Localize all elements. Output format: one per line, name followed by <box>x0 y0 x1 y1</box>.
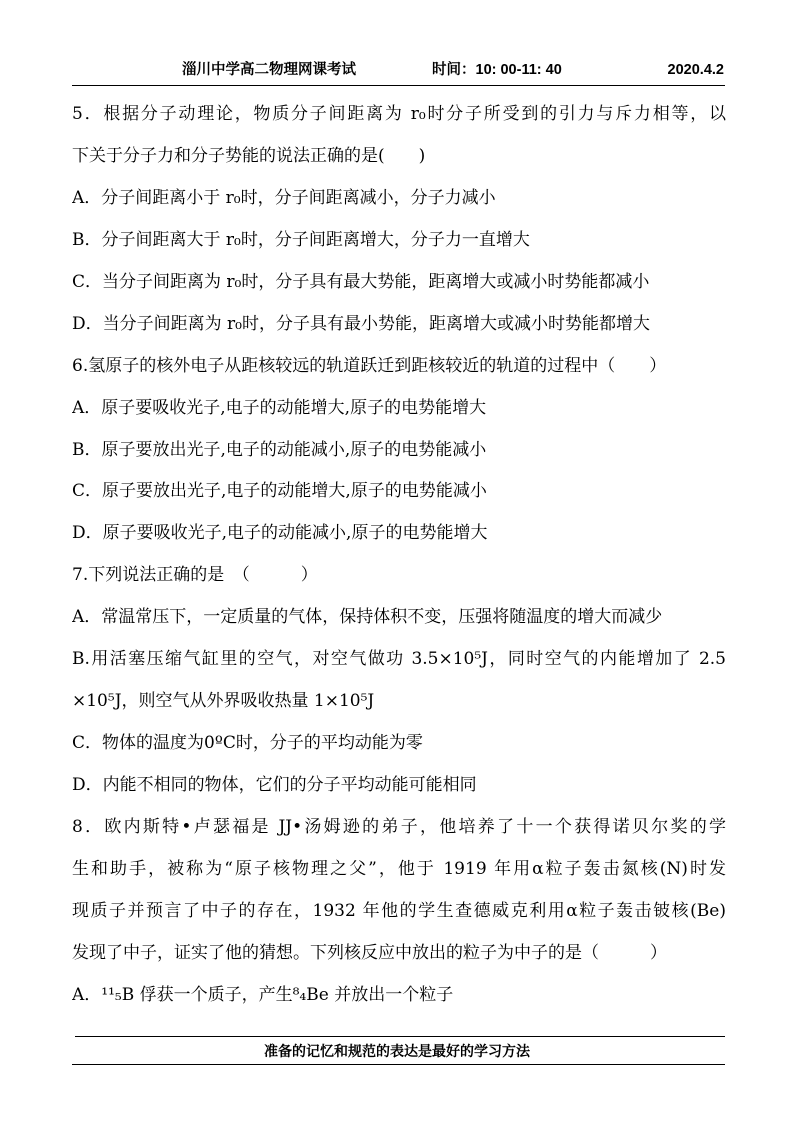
question-stem-text: 氢原子的核外电子从距核较远的轨道跃迁到距核较近的轨道的过程中（ ） <box>88 355 667 376</box>
question-number: 6. <box>72 355 89 376</box>
option-b-continuation: ×10⁵J，则空气从外界吸收热量 1×10⁵J <box>72 691 375 712</box>
option-a <box>72 975 726 1017</box>
option-label: B． <box>72 229 102 250</box>
exam-date: 2020.4.2 <box>667 62 724 78</box>
header-rule <box>72 85 725 86</box>
option-c <box>72 262 726 304</box>
question-stem-text: 下列说法正确的是 （ ） <box>88 565 318 586</box>
option-c <box>72 471 726 513</box>
option-b <box>72 639 726 681</box>
question-stem-line: 现质子并预言了中子的存在，1932 年他的学生查德威克利用α粒子轰击铍核(Be) <box>72 900 726 921</box>
option-text: 当分子间距离为 r₀时，分子具有最小势能，距离增大或减小时势能都增大 <box>102 313 650 334</box>
option-label: C． <box>72 271 103 292</box>
option-label: D． <box>72 313 103 334</box>
question-stem-line <box>72 555 726 597</box>
question-stem-line: 下关于分子力和分子势能的说法正确的是( ) <box>72 145 426 166</box>
footer-rule-bottom <box>72 1064 725 1065</box>
question-7 <box>72 555 726 807</box>
question-number: 7. <box>72 565 89 586</box>
option-label: B. <box>72 649 90 670</box>
question-stem-text: 欧内斯特•卢瑟福是 JJ•汤姆逊的弟子，他培养了十一个获得诺贝尔奖的学 <box>104 816 726 837</box>
option-text: 内能不相同的物体，它们的分子平均动能可能相同 <box>102 775 477 795</box>
option-text: 分子间距离小于 r₀时，分子间距离减小，分子力减小 <box>101 187 496 208</box>
option-text: 原子要放出光子,电子的动能增大,原子的电势能减小 <box>102 481 487 502</box>
option-label: A． <box>72 984 102 1005</box>
option-label: D． <box>72 775 103 795</box>
exam-time: 时间：10: 00-11: 40 <box>432 62 562 78</box>
option-text: 原子要放出光子,电子的动能减小,原子的电势能减小 <box>101 439 487 460</box>
option-d <box>72 765 726 807</box>
option-text: 当分子间距离为 r₀时，分子具有最大势能，距离增大或减小时势能都减小 <box>102 271 650 292</box>
option-label: D． <box>72 523 103 544</box>
question-content <box>72 94 726 1017</box>
option-a <box>72 597 726 639</box>
option-text: 物体的温度为0ºC时，分子的平均动能为零 <box>102 733 423 754</box>
question-stem-line <box>72 346 726 388</box>
option-text: 原子要吸收光子,电子的动能增大,原子的电势能增大 <box>101 397 487 418</box>
question-8 <box>72 807 726 1017</box>
option-d <box>72 304 726 346</box>
footer-rule-top <box>75 1036 725 1037</box>
option-text: ¹¹₅B 俘获一个质子，产生⁸₄Be 并放出一个粒子 <box>101 984 454 1005</box>
option-d <box>72 513 726 555</box>
question-5 <box>72 94 726 346</box>
option-label: C． <box>72 481 103 502</box>
exam-title: 淄川中学高二物理网课考试 <box>182 62 356 78</box>
option-label: B． <box>72 439 102 460</box>
question-number: 5． <box>72 104 104 124</box>
option-c <box>72 723 726 765</box>
footer-motto: 准备的记忆和规范的表达是最好的学习方法 <box>264 1043 530 1059</box>
option-text: 原子要吸收光子,电子的动能减小,原子的电势能增大 <box>102 523 488 544</box>
question-number: 8． <box>72 816 105 837</box>
option-text: 常温常压下，一定质量的气体，保持体积不变，压强将随温度的增大而减少 <box>101 607 663 628</box>
option-b <box>72 430 726 472</box>
question-6 <box>72 346 726 556</box>
question-stem-line: 生和助手，被称为“原子核物理之父”，他于 1919 年用α粒子轰击氮核(N)时发 <box>72 858 726 879</box>
question-stem-line: 发现了中子，证实了他的猜想。下列核反应中放出的粒子为中子的是（ ） <box>72 942 667 963</box>
option-label: C． <box>72 733 103 754</box>
option-label: A． <box>72 607 102 628</box>
option-a <box>72 178 726 220</box>
option-b <box>72 220 726 262</box>
option-a <box>72 388 726 430</box>
option-label: A． <box>72 397 102 418</box>
question-stem-line <box>72 807 726 849</box>
option-text: 用活塞压缩气缸里的空气，对空气做功 3.5×10⁵J，同时空气的内能增加了 2.5 <box>89 649 726 670</box>
option-text: 分子间距离大于 r₀时，分子间距离增大，分子力一直增大 <box>101 229 530 250</box>
question-stem-text: 根据分子动理论，物质分子间距离为 r₀时分子所受到的引力与斥力相等，以 <box>103 104 726 124</box>
question-stem-line <box>72 94 726 136</box>
option-label: A． <box>72 187 102 208</box>
